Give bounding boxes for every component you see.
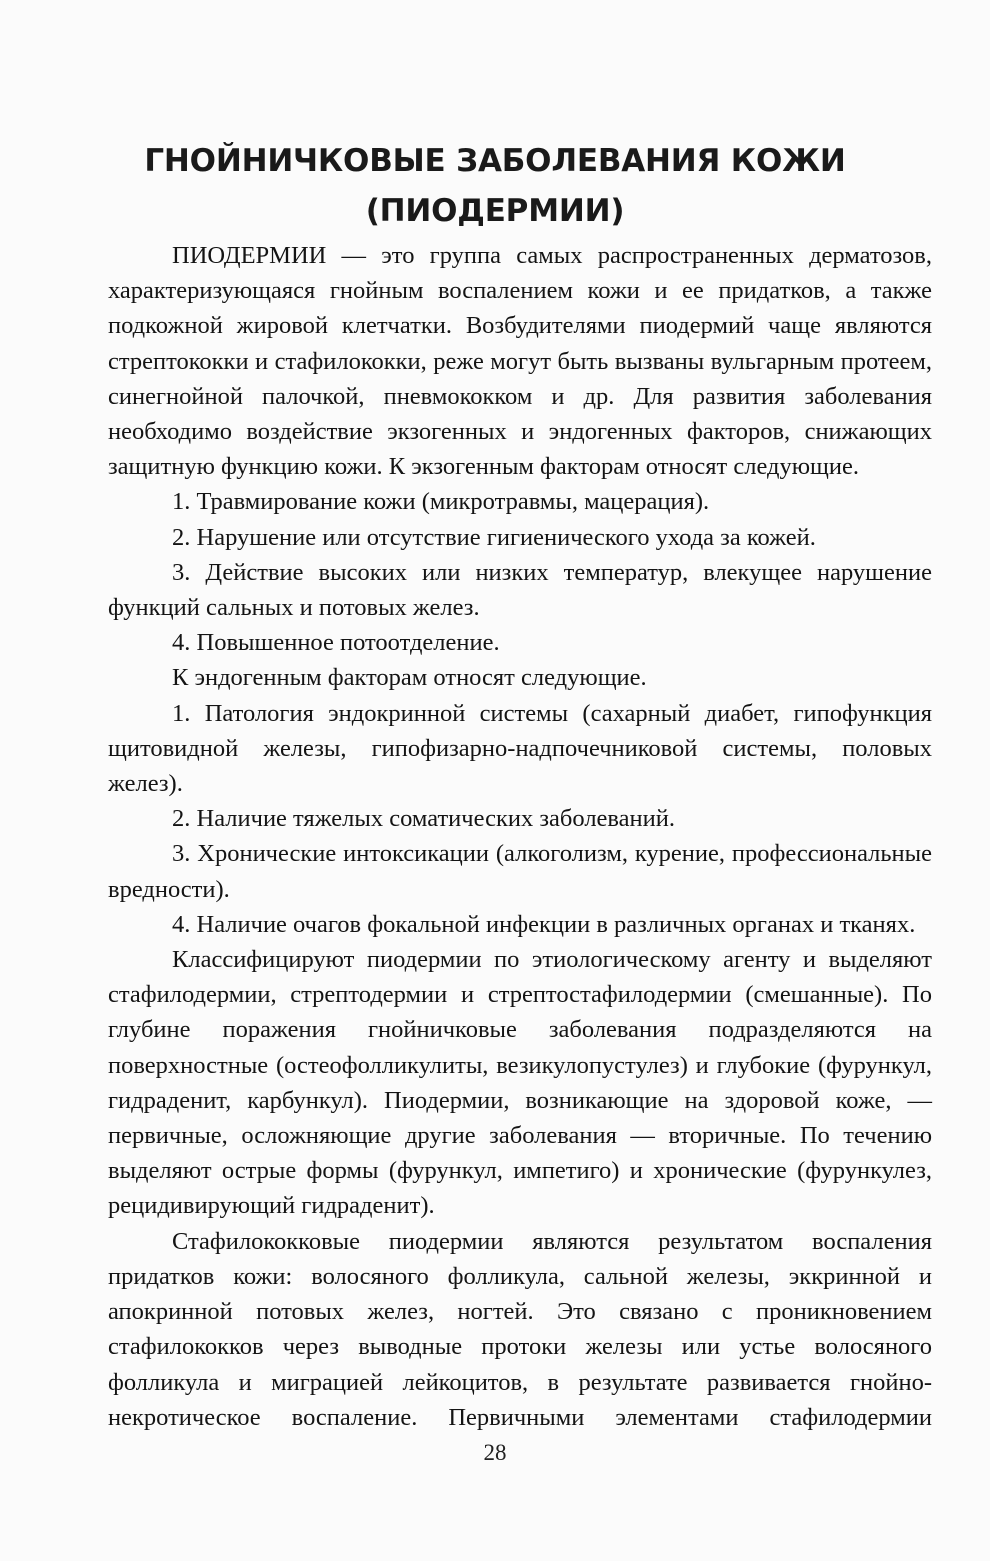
paragraph-intro: ПИОДЕРМИИ — это группа самых распространенных дерматозов, характеризующаяся гнойным воспалением кожи и ее придатков, а также подкожной жировой клетчатки. Возбудителями пиодермий чаще являются стрептококки и стафилококки, реже могут быть вызваны вульгарным протеем, синегнойной палочкой, пневмококком и др. Для развития заболевания необходимо воздействие экзогенных и эндогенных факторов, снижающих защитную функцию кожи. К экзогенным факторам относят следующие. xyxy=(108,242,932,481)
list-item-endogenous-3: 3. Хронические интоксикации (алкоголизм, курение, профессиональные вредности). xyxy=(108,840,932,903)
list-item-endogenous-2: 2. Наличие тяжелых соматических заболеваний. xyxy=(172,805,675,833)
paragraph-staphylococcal: Стафилококковые пиодермии являются результатом воспаления придатков кожи: волосяного фолликула, сальной железы, эккринной и апокринной потовых желез, ногтей. Это связано с проникновением стафилококков через выводные протоки железы или устье волосяного фолликула и миграцией лейкоцитов, в результате развивается гнойнонекротическое воспаление. Первичными элементами стафилодермии xyxy=(108,1227,932,1431)
list-item-exogenous-2: 2. Нарушение или отсутствие гигиенического ухода за кожей. xyxy=(172,523,816,551)
list-item-exogenous-1: 1. Травмирование кожи (микротравмы, мацерация). xyxy=(172,488,710,516)
paragraph-classification: Классифицируют пиодермии по этиологическому агенту и выделяют стафилодермии, стрептодермии и стрептостафилодермии (смешанные). По глубине поражения гнойничковые заболевания подразделяются на поверхностные (остеофолликулиты, везикулопустулез) и глубокие (фурункул, гидраденит, карбункул). Пиодермии, возникающие на здоровой коже, — первичные, осложняющие другие заболевания — вторичные. По течению выделяют острые формы (фурункул, импетиго) и хронические (фурункулез, рецидивирующий гидраденит). xyxy=(108,946,932,1220)
list-item-endogenous-1: 1. Патология эндокринной системы (сахарный диабет, гипофункция щитовидной железы, гипофизарно-надпочечниковой системы, половых желез). xyxy=(108,699,932,798)
list-item-exogenous-4: 4. Повышенное потоотделение. xyxy=(172,629,500,657)
list-item-endogenous-4: 4. Наличие очагов фокальной инфекции в различных органах и тканях. xyxy=(172,910,916,938)
chapter-title xyxy=(0,136,990,236)
chapter-title-line-1: ГНОЙНИЧКОВЫЕ ЗАБОЛЕВАНИЯ КОЖИ xyxy=(144,143,846,179)
body-text xyxy=(108,238,932,1435)
paragraph-endogenous-intro: К эндогенным факторам относят следующие. xyxy=(172,664,647,692)
list-item-exogenous-3: 3. Действие высоких или низких температур, влекущее нарушение функций сальных и потовых желез. xyxy=(108,558,932,622)
chapter-title-line-2: (ПИОДЕРМИИ) xyxy=(365,193,625,229)
page-number: 28 xyxy=(483,1440,507,1465)
